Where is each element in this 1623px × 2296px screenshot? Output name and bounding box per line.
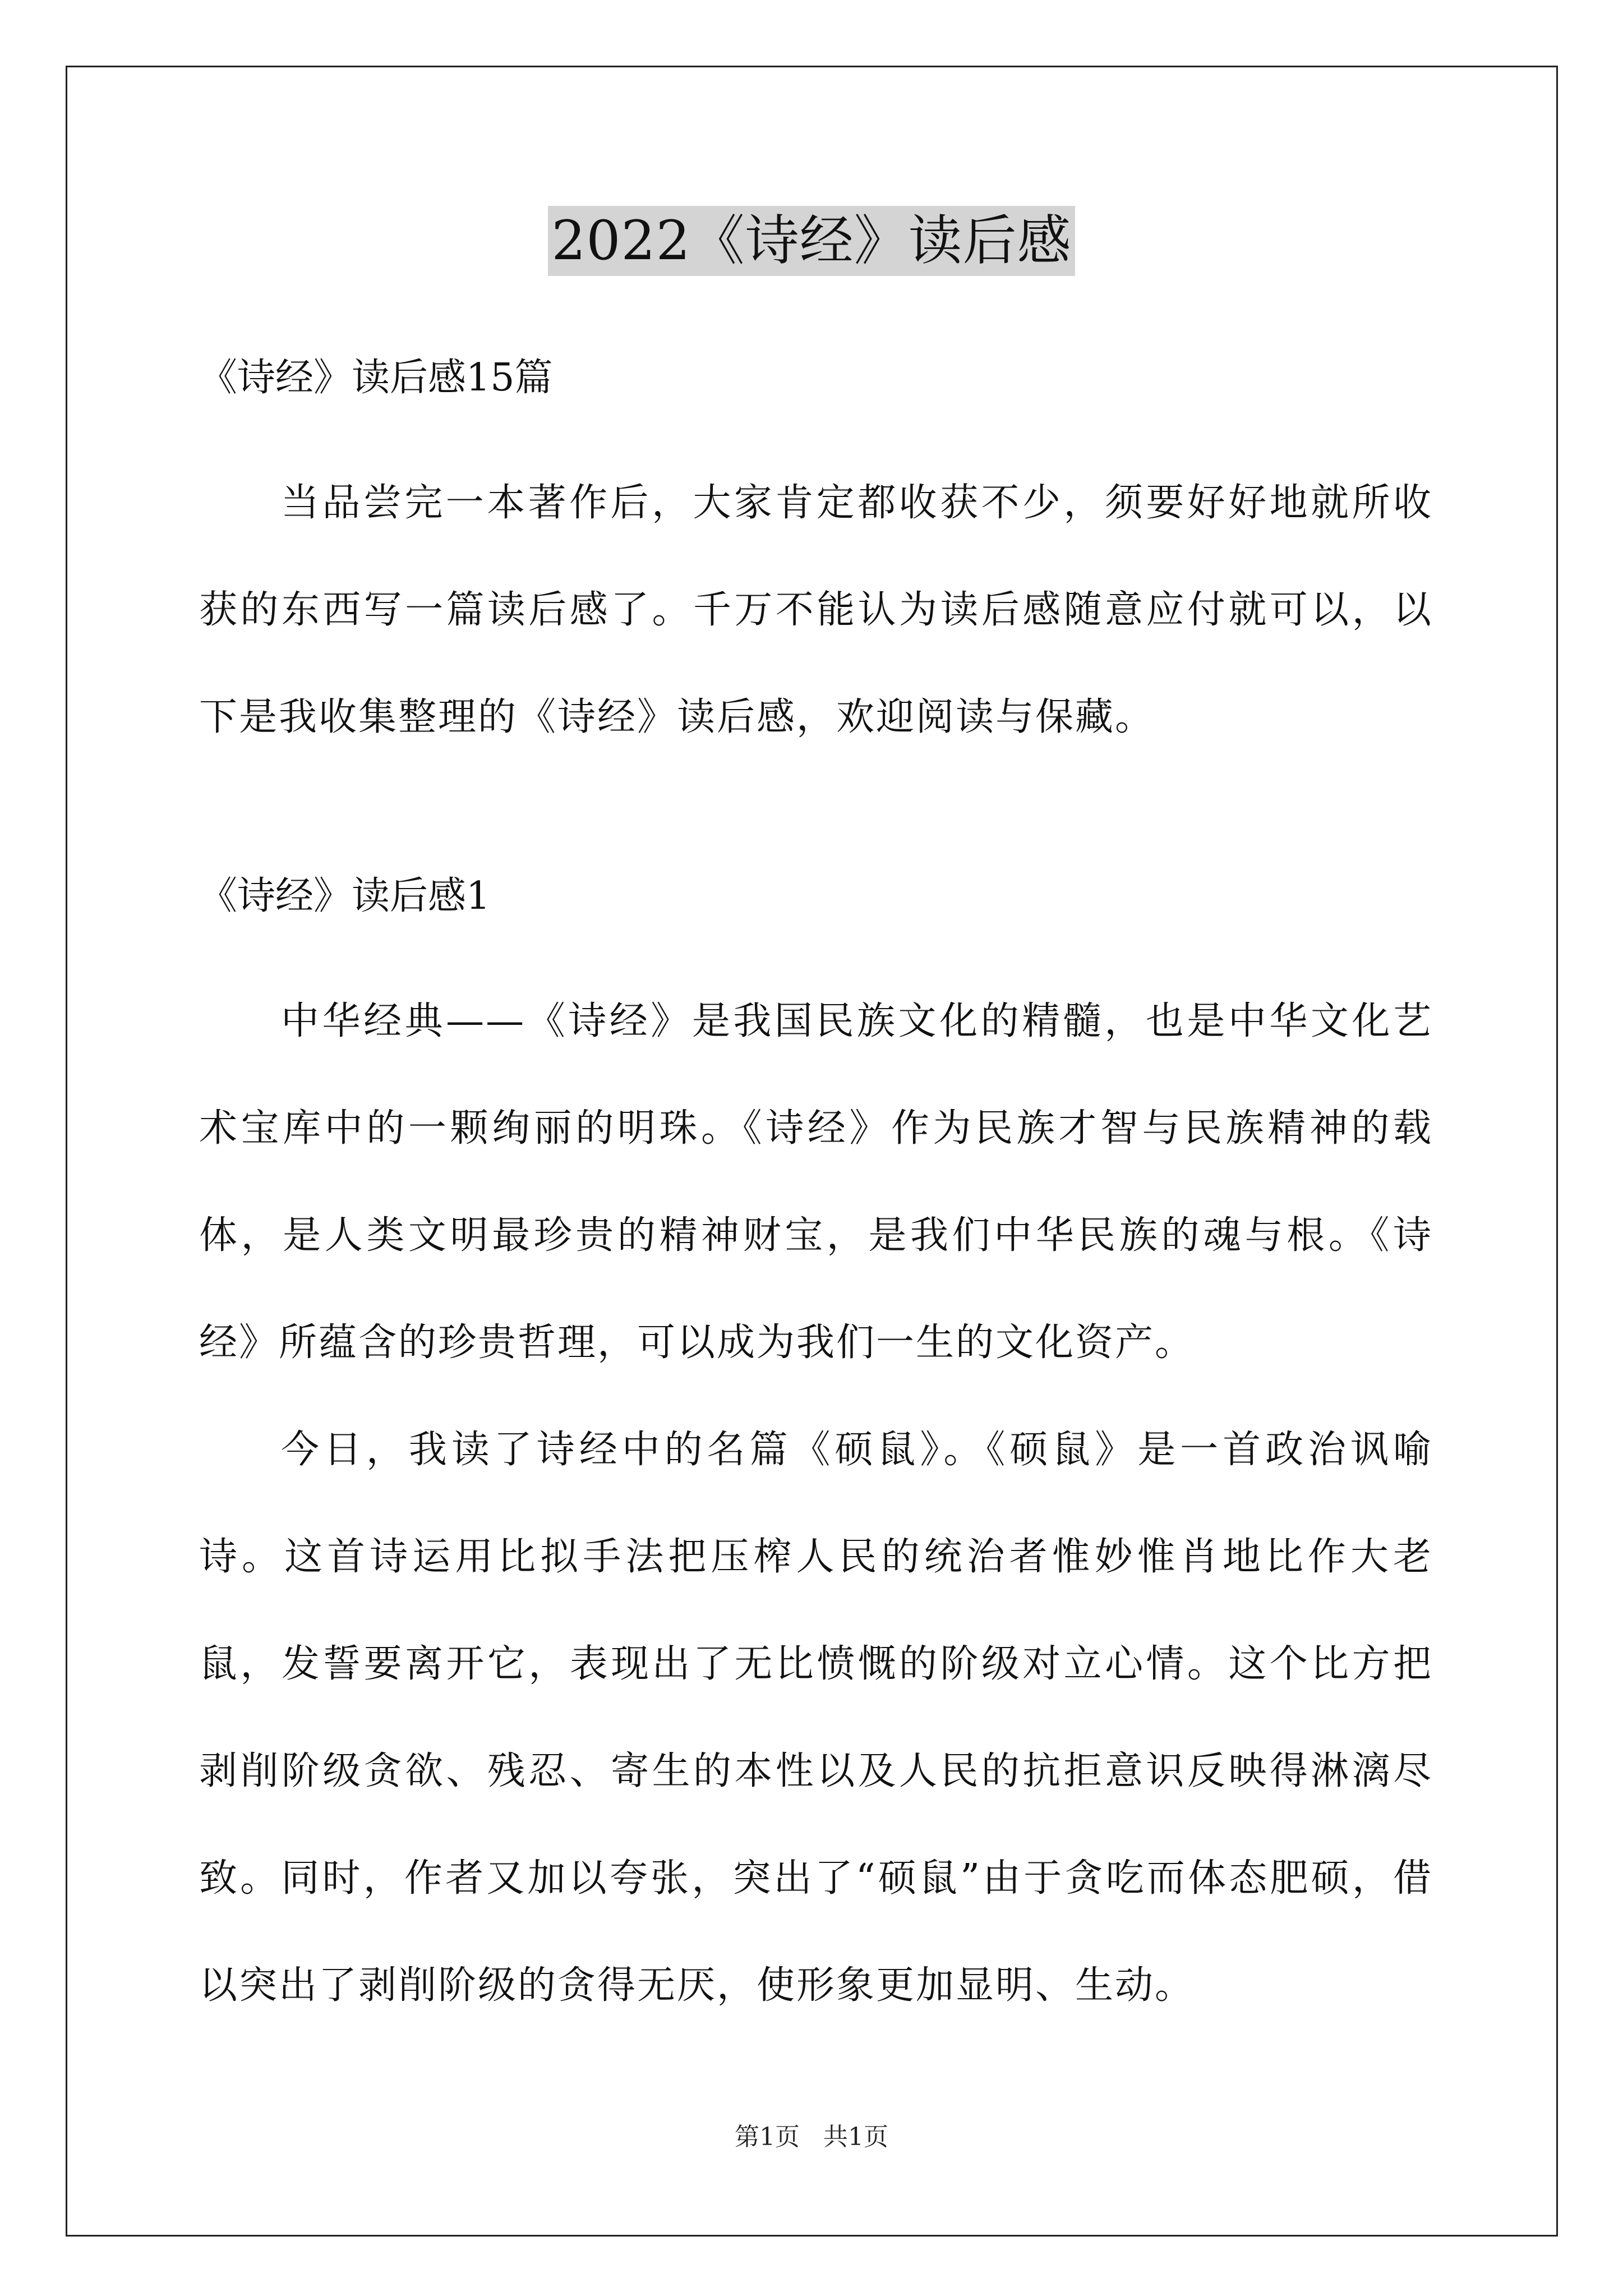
page-number-footer: 第1页 共1页 bbox=[735, 2123, 888, 2151]
intro-paragraph: 当品尝完一本著作后，大家肯定都收获不少，须要好好地就所收获的东西写一篇读后感了。千万不能认为读后感随意应付就可以，以下是我收集整理的《诗经》读后感，欢迎阅读与保藏。 bbox=[199, 481, 1433, 739]
body-paragraph-2: 今日，我读了诗经中的名篇《硕鼠》。《硕鼠》是一首政治讽喻诗。这首诗运用比拟手法把压榨人民的统治者惟妙惟肖地比作大老鼠，发誓要离开它，表现出了无比愤慨的阶级对立心情。这个比方把剥削阶级贪欲、残忍、寄生的本性以及人民的抗拒意识反映得淋漓尽致。同时，作者又加以夸张，突出了“硕鼠”由于贪吃而体态肥硕，借以突出了剥削阶级的贪得无厌，使形象更加显明、生动。 bbox=[199, 1428, 1433, 2008]
section-heading: 《诗经》读后感1 bbox=[199, 874, 491, 918]
spacer bbox=[199, 413, 1433, 449]
title-container bbox=[0, 206, 1623, 276]
document-body bbox=[199, 342, 1433, 2039]
subtitle: 《诗经》读后感15篇 bbox=[199, 356, 553, 400]
spacer bbox=[199, 932, 1433, 968]
body-paragraph-1: 中华经典——《诗经》是我国民族文化的精髓，也是中华文化艺术宝库中的一颗绚丽的明珠。《诗经》作为民族才智与民族精神的载体，是人类文明最珍贵的精神财宝，是我们中华民族的魂与根。《诗经》所蕴含的珍贵哲理，可以成为我们一生的文化资产。 bbox=[199, 999, 1433, 1365]
spacer bbox=[199, 771, 1433, 861]
document-title: 2022《诗经》读后感 bbox=[548, 206, 1075, 276]
